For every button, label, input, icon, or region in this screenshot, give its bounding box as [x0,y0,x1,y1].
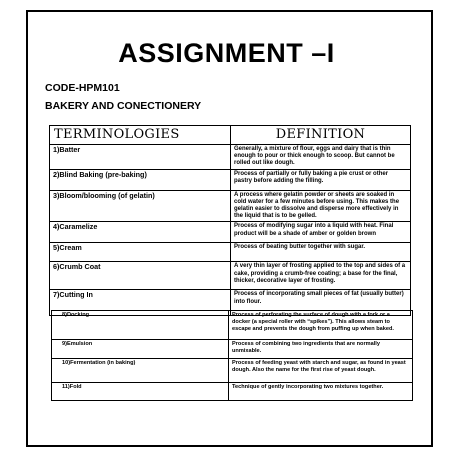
definition-cell: Technique of gently incorporating two mixtures together. [229,383,413,401]
terminology-table [49,125,411,316]
definition-cell: Process of beating butter together with sugar. [231,243,411,262]
definition-cell: Process of modifying sugar into a liquid with heat. Final product will be a shade of amber or golden brown [231,222,411,243]
definition-cell: A process where gelatin powder or sheets are soaked in cold water for a few minutes before using. This makes the gelatin easier to dissolve and disperse more effectively in the liquid that is to be gelled. [231,190,411,222]
course-subject: BAKERY AND CONECTIONERY [45,100,202,112]
term-cell: 5)Cream [50,243,231,262]
terminology-table-continued [51,310,413,401]
definition-cell: Process of feeding yeast with starch and sugar, as found in yeast dough. Also the name for the first rise of yeast dough. [229,359,413,383]
table-row [50,262,411,290]
table-row [52,383,413,401]
term-cell: 11)Fold [52,383,229,401]
table-row [50,145,411,170]
table-row [50,190,411,222]
table-row [52,311,413,340]
table-row [52,340,413,359]
definition-cell: Generally, a mixture of flour, eggs and dairy that is thin enough to pour or thick enough to scoop. But cannot be rolled out like dough. [231,145,411,170]
assignment-title: ASSIGNMENT –I [118,38,335,68]
terminologies-header: TERMINOLOGIES [50,126,231,145]
term-cell: 2)Blind Baking (pre-baking) [50,169,231,190]
term-cell: 7)Cutting In [50,290,231,316]
table-row [50,169,411,190]
term-cell: 9)Emulsion [52,340,229,359]
definition-cell: Process of partially or fully baking a pie crust or other pastry before adding the filling. [231,169,411,190]
term-cell: 4)Caramelize [50,222,231,243]
term-cell: 1)Batter [50,145,231,170]
definition-header: DEFINITION [231,126,411,145]
definition-cell: A very thin layer of frosting applied to the top and sides of a cake, providing a crumb-free coating; a base for the final, thicker, decorative layer of frosting. [231,262,411,290]
definition-cell: Process of perforating the surface of dough with a fork or a docker (a special roller with “spikes”). This allows steam to escape and prevents the dough from puffing up when baked. [229,311,413,340]
term-cell: 10)Fermentation (in baking) [52,359,229,383]
table-row [52,359,413,383]
definition-cell: Process of combining two ingredients that are normally unmixable. [229,340,413,359]
term-cell: 3)Bloom/blooming (of gelatin) [50,190,231,222]
course-code: CODE-HPM101 [45,82,120,94]
table-header-row [50,126,411,145]
term-cell: 8)Docking [52,311,229,340]
table-row [50,243,411,262]
term-cell: 6)Crumb Coat [50,262,231,290]
table-row [50,222,411,243]
definition-cell: Process of incorporating small pieces of fat (usually butter) into flour. [231,290,411,316]
